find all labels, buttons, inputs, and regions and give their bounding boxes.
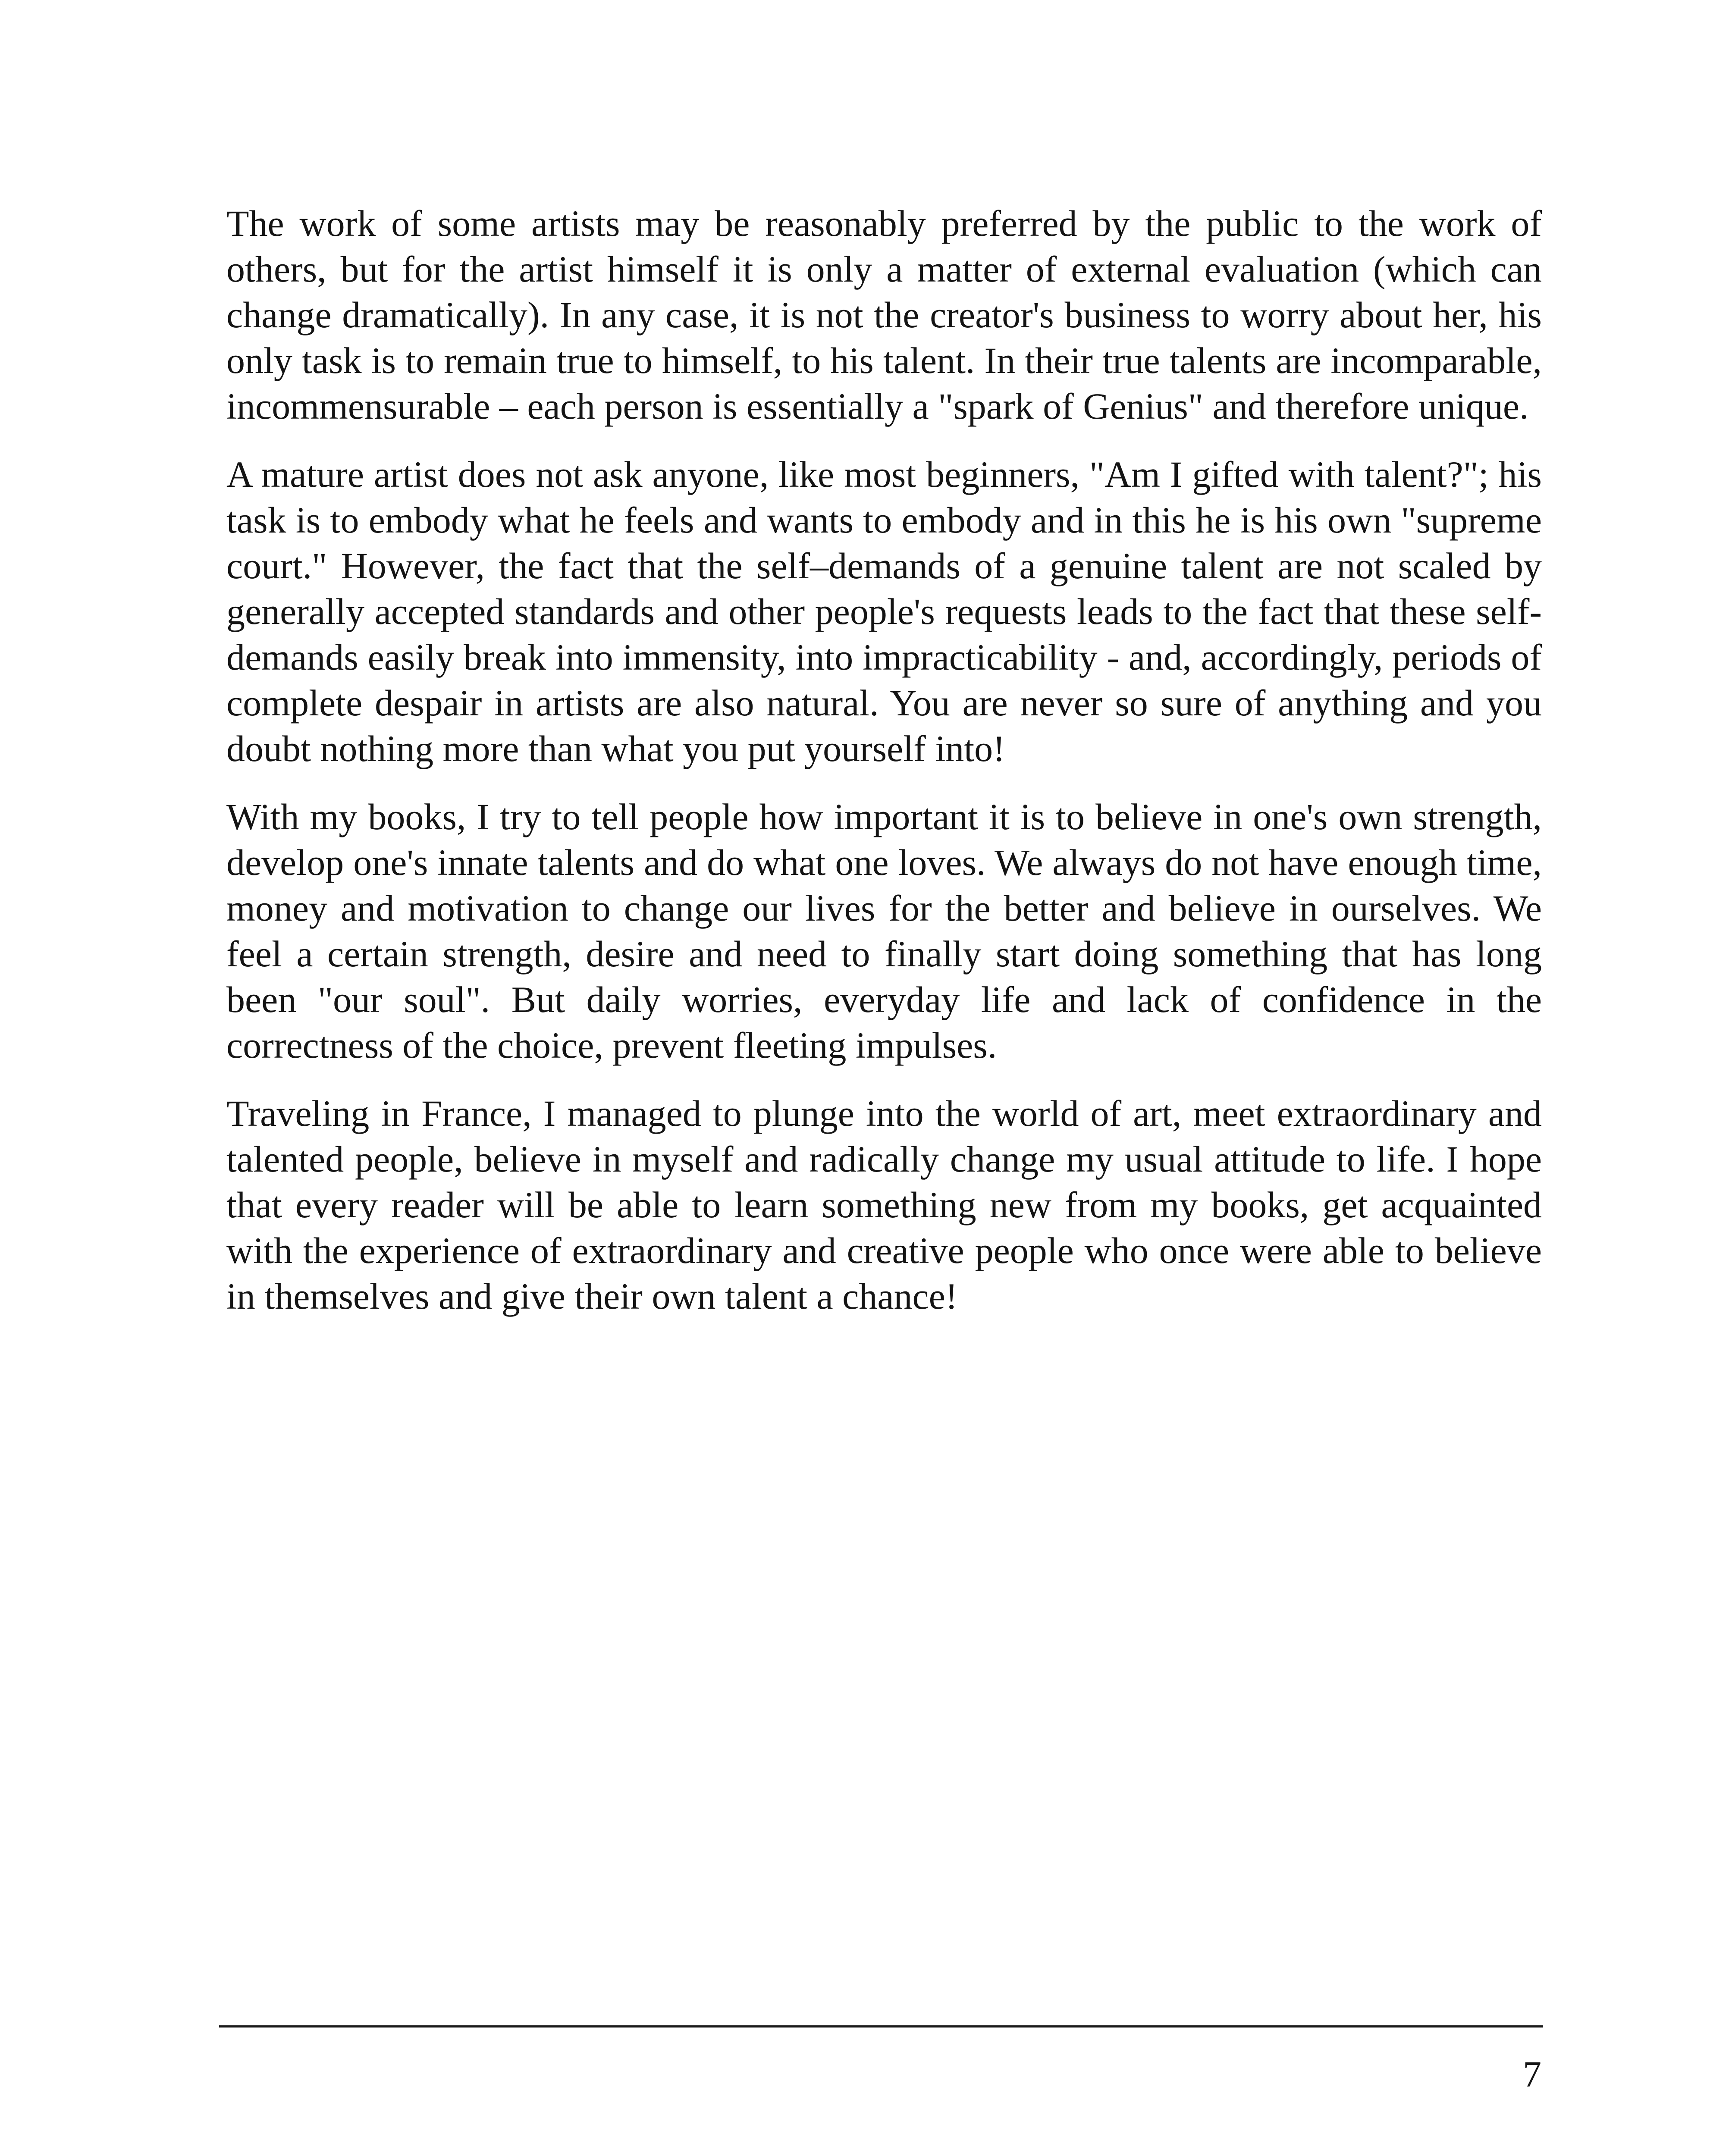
body-text xyxy=(226,201,1542,1341)
paragraph-4: Traveling in France, I managed to plunge into the world of art, meet extraordinary and talented people, believe in myself and radically change my usual attitude to life. I hope that every reader will be able to learn something new from my books, get acquainted with the experience of extraordinary and creative people who once were able to believe in themselves and give their own talent a chance! xyxy=(226,1093,1542,1317)
footer-divider xyxy=(219,2025,1543,2028)
paragraph-3: With my books, I try to tell people how important it is to believe in one's own strength, develop one's innate talents and do what one loves. We always do not have enough time, money and motivation to change our lives for the better and believe in ourselves. We feel a certain strength, desire and need to finally start doing something that has long been "our soul". But daily worries, everyday life and lack of confidence in the correctness of the choice, prevent fleeting impulses. xyxy=(226,796,1542,1066)
paragraph-2: A mature artist does not ask anyone, like most beginners, "Am I gifted with talent?"; his task is to embody what he feels and wants to embody and in this he is his own "supreme court." However, the fact that the self–demands of a genuine talent are not scaled by generally accepted standards and other people's requests leads to the fact that these self-demands easily break into immensity, into impracticability - and, accordingly, periods of complete despair in artists are also natural. You are never so sure of anything and you doubt nothing more than what you put yourself into! xyxy=(226,454,1542,769)
paragraph-1: The work of some artists may be reasonably preferred by the public to the work of others, but for the artist himself it is only a matter of external evaluation (which can change dramatically). In any case, it is not the creator's business to worry about her, his only task is to remain true to himself, to his talent. In their true talents are incomparable, incommensurable – each person is essentially a "spark of Genius" and therefore unique. xyxy=(226,203,1542,427)
page-number: 7 xyxy=(1523,2053,1541,2095)
